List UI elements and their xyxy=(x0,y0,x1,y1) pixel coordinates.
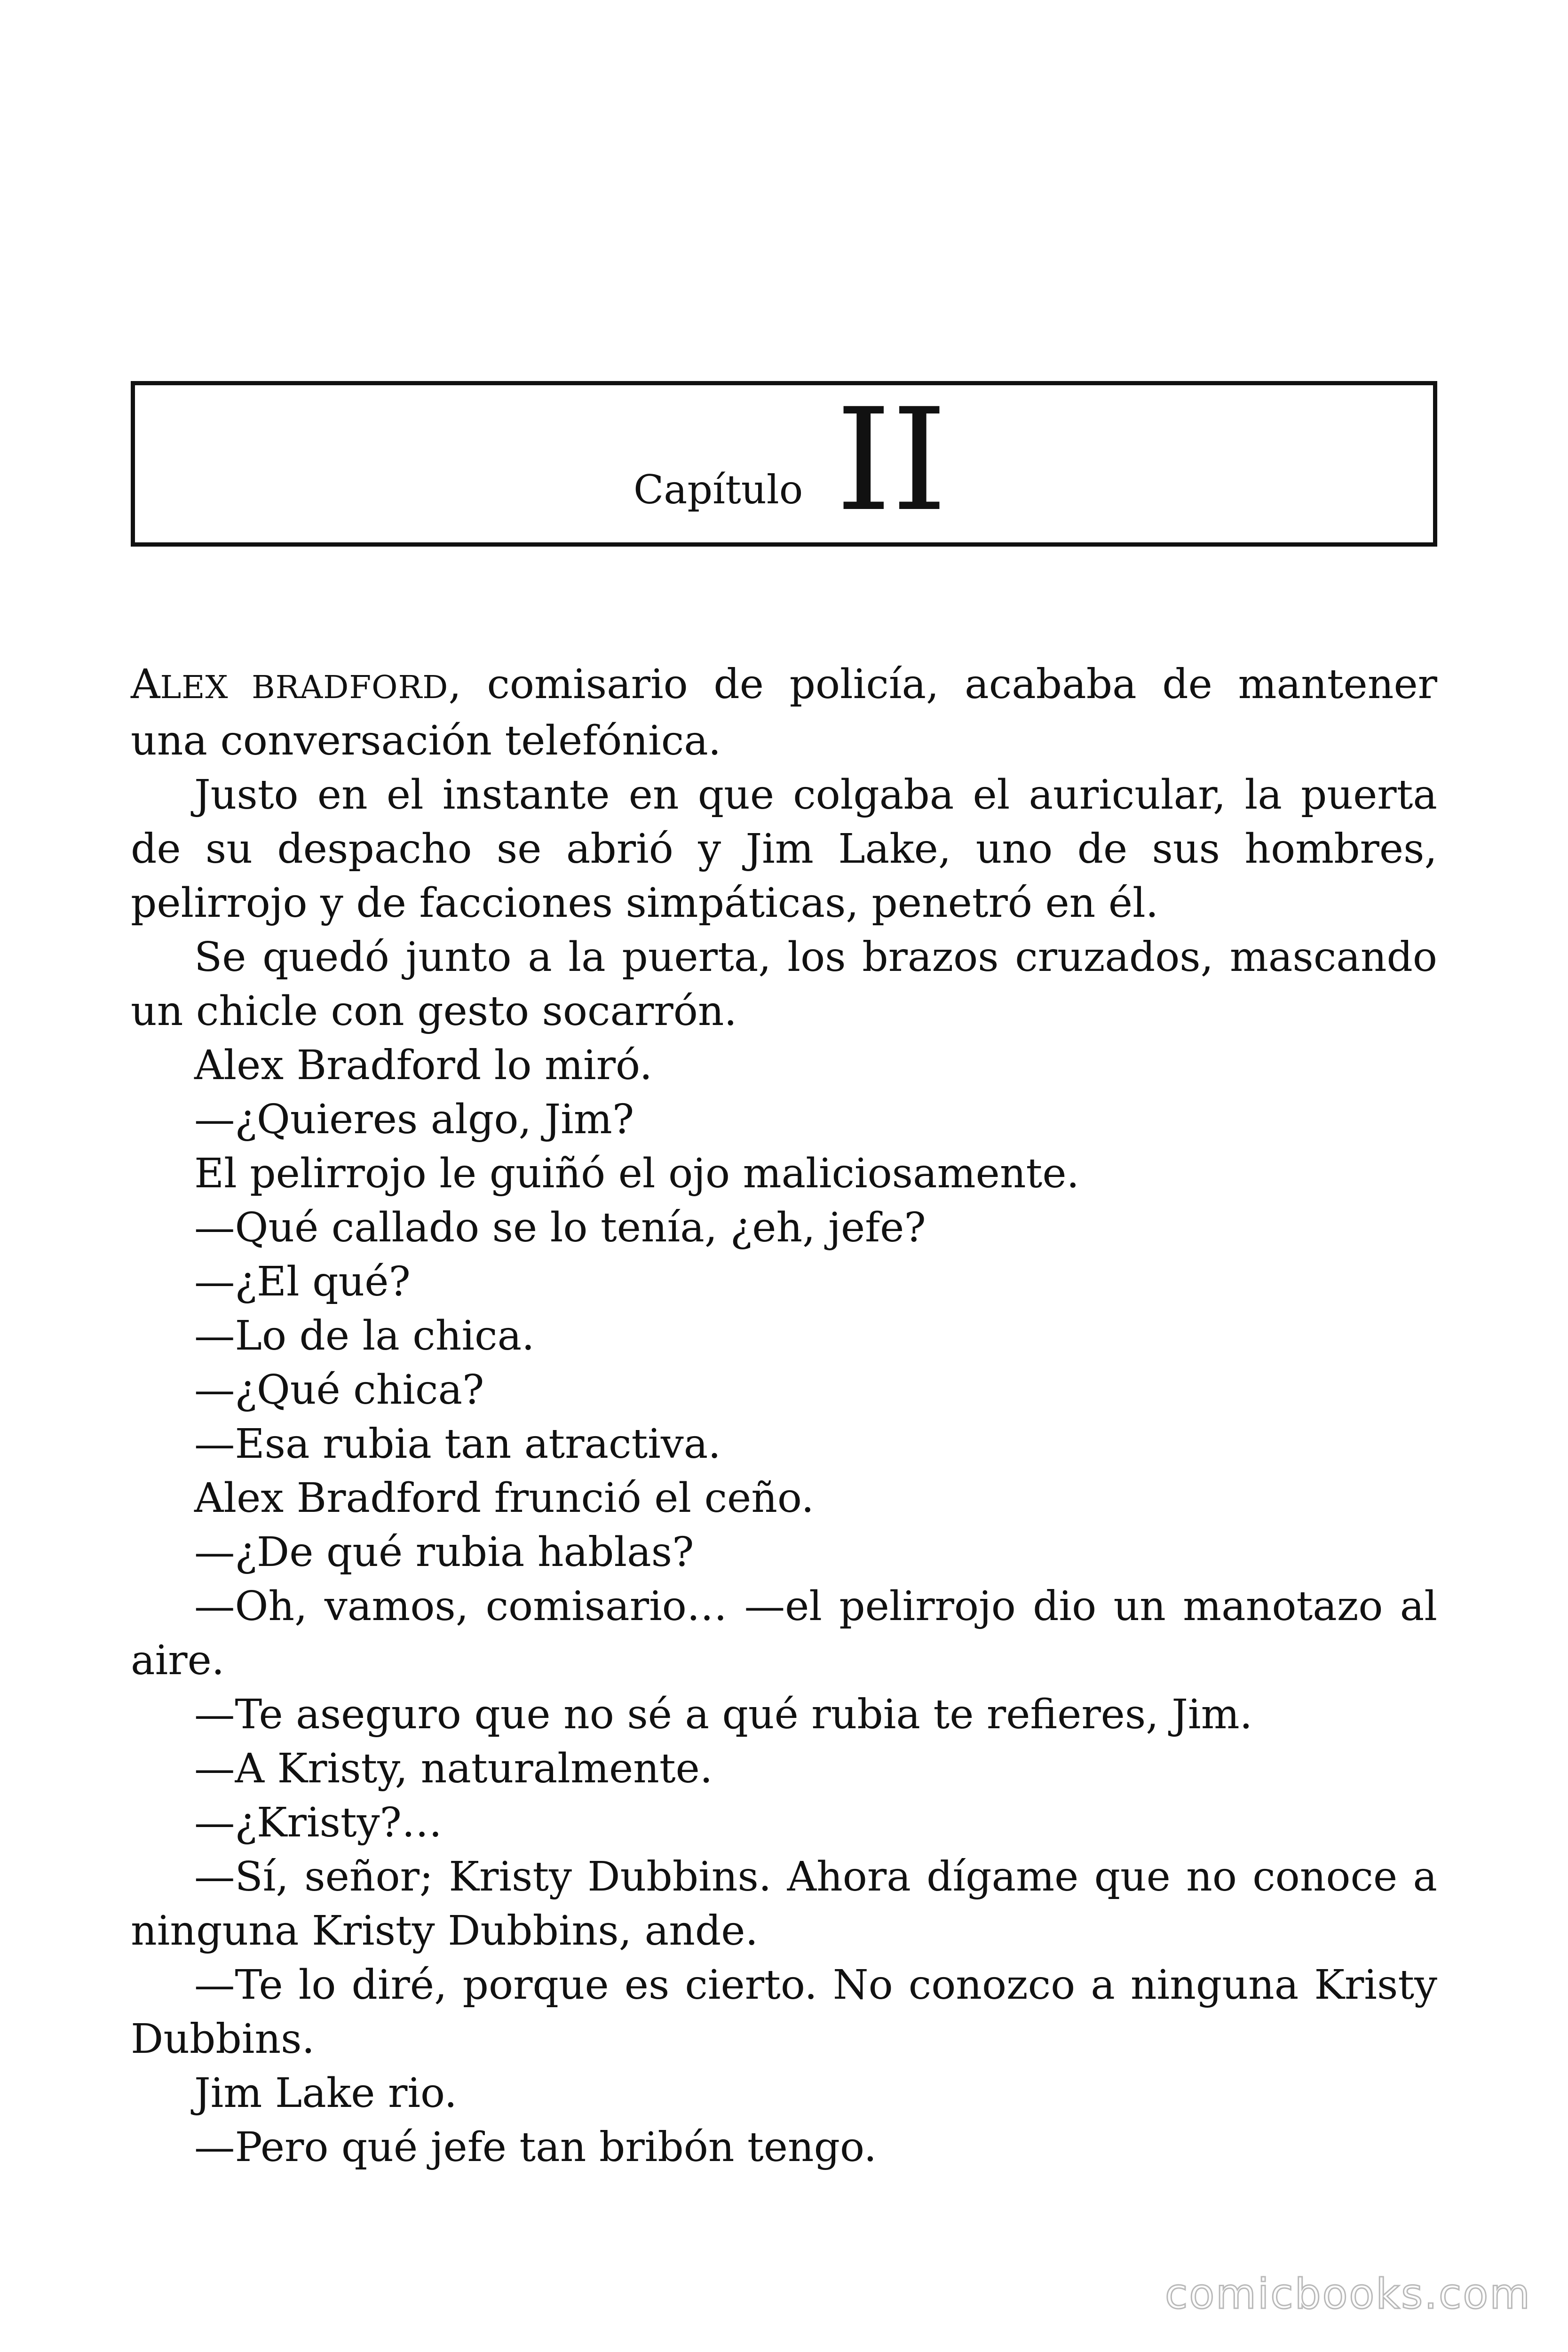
opening-name-rest: LEX BRADFORD xyxy=(160,668,449,706)
paragraph: El pelirrojo le guiñó el ojo maliciosamente. xyxy=(194,1150,1080,1197)
paragraph: —Pero qué jefe tan bribón tengo. xyxy=(194,2124,877,2171)
chapter-heading-box xyxy=(131,378,1437,547)
paragraph: —¿El qué? xyxy=(194,1258,411,1305)
paragraph: —Qué callado se lo tenía, ¿eh, jefe? xyxy=(194,1204,926,1251)
paragraph: —Te lo diré, porque es cierto. No conozco a ninguna Kristy Dubbins. xyxy=(131,1962,1437,2063)
paragraph: —Sí, señor; Kristy Dubbins. Ahora dígame que no conoce a ninguna Kristy Dubbins, ande. xyxy=(131,1853,1437,1955)
chapter-body xyxy=(131,658,1437,2175)
paragraph: —A Kristy, naturalmente. xyxy=(194,1745,713,1792)
paragraph: —Te aseguro que no sé a qué rubia te refieres, Jim. xyxy=(194,1691,1253,1738)
paragraph: Jim Lake rio. xyxy=(194,2070,458,2117)
opening-text: , comisario de policía, acababa de mantener una conversación telefónica. xyxy=(131,661,1437,764)
paragraph: —Lo de la chica. xyxy=(194,1312,535,1359)
paragraph: Justo en el instante en que colgaba el auricular, la puerta de su despacho se abrió y Jim Lake, uno de sus hombres, pelirrojo y de facciones simpáticas, penetró en él. xyxy=(131,771,1437,927)
paragraph: —¿Kristy?… xyxy=(194,1799,443,1846)
opening-paragraph xyxy=(131,658,1437,768)
chapter-label: Capítulo xyxy=(634,467,803,513)
paragraph: —Oh, vamos, comisario… —el pelirrojo dio un manotazo al aire. xyxy=(131,1583,1437,1684)
chapter-number: II xyxy=(836,378,948,542)
paragraph: —¿De qué rubia hablas? xyxy=(194,1529,694,1576)
paragraph: —¿Qué chica? xyxy=(194,1367,484,1414)
paragraph: Alex Bradford lo miró. xyxy=(194,1042,653,1089)
paragraph: —¿Quieres algo, Jim? xyxy=(194,1096,634,1143)
paragraph: Alex Bradford frunció el ceño. xyxy=(194,1475,814,1522)
paragraph: Se quedó junto a la puerta, los brazos cruzados, mascando un chicle con gesto socarrón. xyxy=(131,934,1437,1035)
opening-name-initial: A xyxy=(131,661,160,708)
paragraph: —Esa rubia tan atractiva. xyxy=(194,1421,721,1468)
watermark: comicbooks.com xyxy=(1164,2270,1531,2318)
